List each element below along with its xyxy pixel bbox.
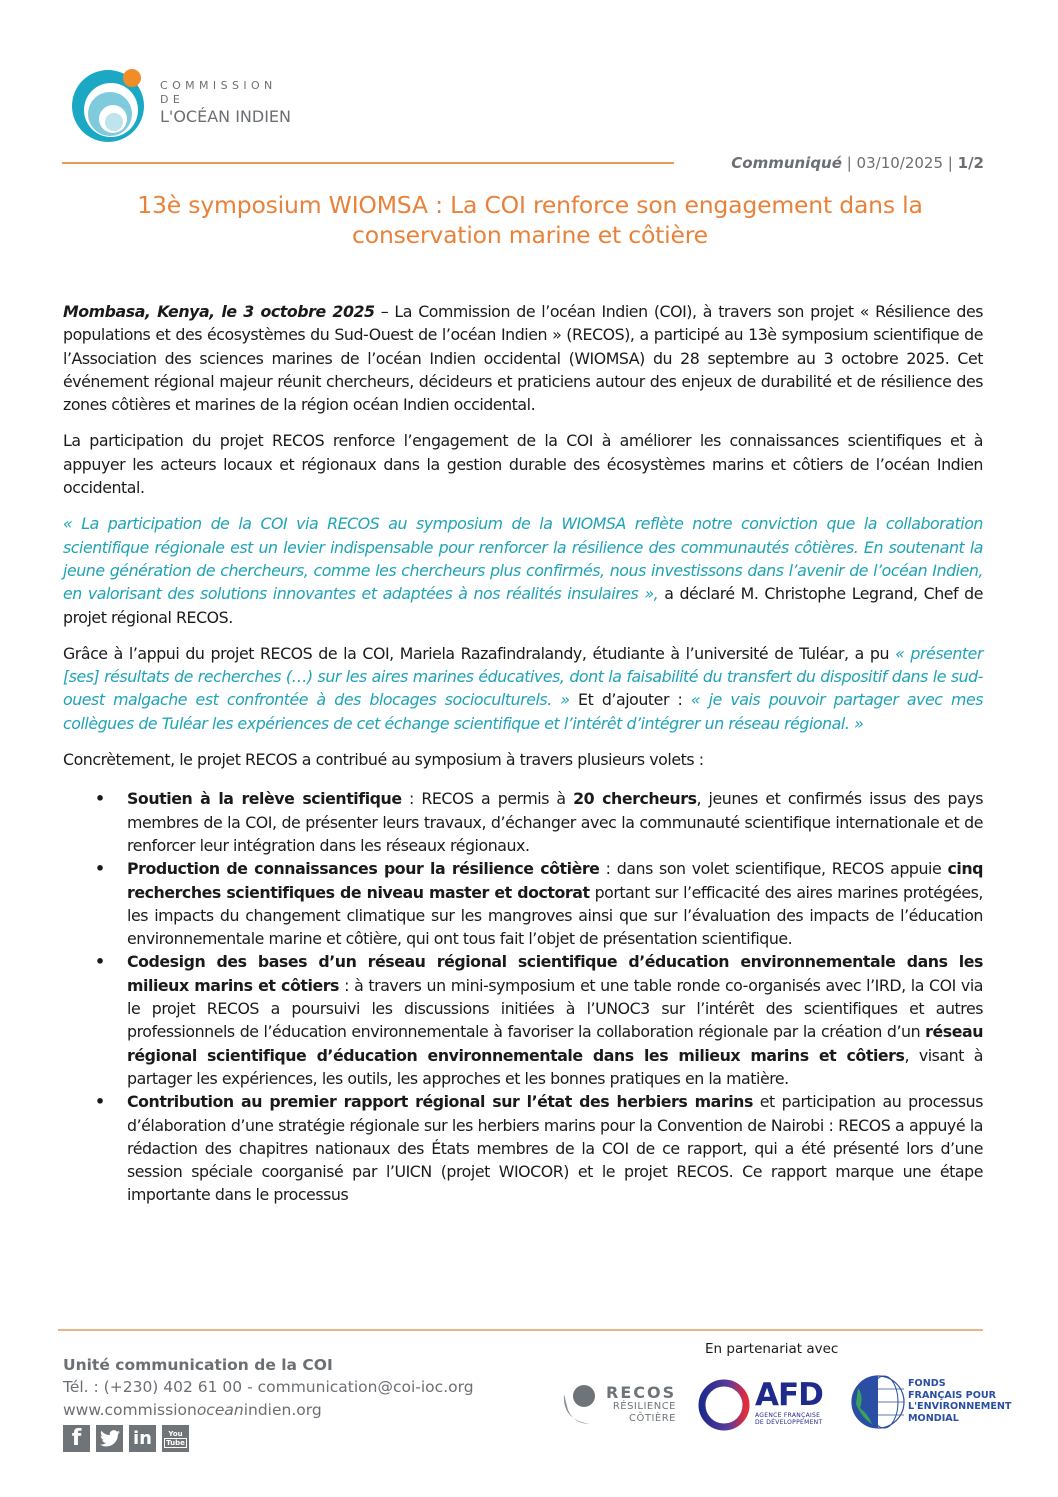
facebook-icon[interactable]: f (63, 1425, 90, 1452)
contact-unit: Unité communication de la COI (63, 1356, 333, 1374)
header-divider (62, 162, 674, 164)
coi-logo (68, 60, 308, 146)
svg-text:M: M (871, 1415, 879, 1425)
list-item: • Soutien à la relève scientifique : RECOS a permis à 20 chercheurs, jeunes et confirmés issus des pays membres de la COI, de présenter leurs travaux, d’échanger avec la communauté scientifique internationale et de renforcer leur intégration dans les réseaux régionaux. (95, 789, 983, 855)
recos-logo: RECOS RÉSILIENCE CÔTIÈRE (560, 1376, 680, 1436)
logo-line2: L'OCÉAN INDIEN (160, 107, 291, 126)
page-number: 1/2 (957, 154, 984, 172)
paragraph-quote: « La participation de la COI via RECOS au symposium de la WIOMSA reflète notre conviction que la collaboration scientifique régionale est un levier indispensable pour renforcer la résilience des communautés côtières. En soutenant la jeune génération de chercheurs, comme les chercheurs plus confirmés, nous investissons dans l’avenir de l’océan Indien, en valorisant des solutions innovantes et adaptées à nos réalités insulaires », a déclaré M. Christophe Legrand, Chef de projet régional RECOS. (63, 514, 983, 627)
document-type: Communiqué (731, 154, 842, 172)
paragraph-razafindralandy: Grâce à l’appui du projet RECOS de la COI, Mariela Razafindralandy, étudiante à l’université de Tuléar, a pu « présenter [ses] résultats de recherches (…) sur les aires marines éducatives, dont la faisabilité du transfert du dispositif dans le sud-ouest malgache est confrontée à des blocages socioculturels. » Et d’ajouter : « je vais pouvoir partager avec mes collègues de Tuléar les expériences de cet échange scientifique et l’intérêt d’intégrer un réseau régional. » (63, 643, 983, 733)
coi-logo-mark-icon (68, 62, 150, 144)
ffem-globe-icon (850, 1374, 906, 1430)
page-title (60, 190, 1000, 250)
quote-2: « je vais pouvoir partager avec mes collègues de Tuléar les expériences de cet échange scientifique et l’intérêt d’intégrer un réseau régional. » (63, 690, 983, 733)
article-body (63, 300, 983, 1207)
website-link[interactable]: www.commissionoceanindien.org (63, 1401, 322, 1419)
list-item: • Codesign des bases d’un réseau régional scientifique d’éducation environnementale dans les milieux marins et côtiers : à travers un mini-symposium et une table ronde co-organisés avec l’IRD, la COI via le projet RECOS a poursuivi les discussions initiées à l’UNOC3 sur l’intérêt des scientifiques et autres professionnels de l’éducation environnementale à favoriser la collaboration régionale par la création d’un réseau régional scientifique d’éducation environnementale dans les milieux marins et côtiers, visant à partager les expériences, les outils, les approches et les bonnes pratiques en la matière. (95, 952, 983, 1088)
svg-text:F: F (871, 1393, 877, 1403)
contact-phone-email[interactable]: Tél. : (+230) 402 61 00 - communication@coi-ioc.org (63, 1378, 474, 1396)
ffem-logo: F F E M FONDS FRANÇAIS POUR L'ENVIRONNEMENT MONDIAL (850, 1372, 1020, 1432)
logo-line1: COMMISSION DE (160, 79, 277, 106)
title-line2: conservation marine et côtière (352, 221, 708, 249)
dateline: Mombasa, Kenya, le 3 octobre 2025 (63, 302, 375, 321)
quote-1: « présenter [ses] résultats de recherches (…) sur les aires marines éducatives, dont la faisabilité du transfert du dispositif dans le sud-ouest malgache est confrontée à des blocages socioculturels. » (63, 643, 983, 710)
paragraph-volets: Concrètement, le projet RECOS a contribué au symposium à travers plusieurs volets : (63, 750, 704, 770)
contributions-list (95, 787, 983, 1206)
bullet-icon: • (95, 859, 105, 879)
separator: | (846, 154, 852, 172)
twitter-icon[interactable] (96, 1425, 123, 1452)
document-date: 03/10/2025 (856, 154, 944, 172)
afd-logo: AFD AGENCE FRANÇAISE DE DÉVELOPPEMENT (697, 1376, 827, 1436)
bullet-icon: • (95, 952, 105, 972)
separator: | (947, 154, 953, 172)
afd-ring-icon (697, 1378, 751, 1432)
svg-text:E: E (871, 1404, 877, 1414)
paragraph-2: La participation du projet RECOS renforce l’engagement de la COI à améliorer les connaissances scientifiques et à appuyer les acteurs locaux et régionaux dans la gestion durable des écosystèmes marins et côtiers de l’océan Indien occidental. (63, 431, 983, 498)
youtube-icon[interactable]: You Tube (162, 1425, 189, 1452)
bullet-icon: • (95, 1092, 105, 1112)
quote-legrand: « La participation de la COI via RECOS au symposium de la WIOMSA reflète notre conviction que la collaboration scientifique régionale est un levier indispensable pour renforcer la résilience des communautés côtières. En soutenant la jeune génération de chercheurs, comme les chercheurs plus confirmés, nous investissons dans l’avenir de l’océan Indien, en valorisant des solutions innovantes et adaptées à nos réalités insulaires », (63, 514, 983, 604)
svg-text:F: F (871, 1382, 877, 1392)
linkedin-icon[interactable]: in (129, 1425, 156, 1452)
partner-label: En partenariat avec (705, 1341, 839, 1357)
social-links (63, 1425, 474, 1452)
document-meta (731, 154, 984, 172)
list-item: • Production de connaissances pour la résilience côtière : dans son volet scientifique, RECOS appuie cinq recherches scientifiques de niveau master et doctorat portant sur l’efficacité des aires marines protégées, les impacts du changement climatique sur les mangroves ainsi que sur l’évaluation des impacts de l’éducation environnementale marine et côtière, qui ont tous fait l’objet de présentation scientifique. (95, 859, 983, 949)
paragraph-intro: Mombasa, Kenya, le 3 octobre 2025 – La Commission de l’océan Indien (COI), à travers son projet « Résilience des populations et des écosystèmes du Sud-Ouest de l’océan Indien » (RECOS), a participé au 13è symposium scientifique de l’Association des sciences marines de l’océan Indien occidental (WIOMSA) du 28 septembre au 3 octobre 2025. Cet événement régional majeur réunit chercheurs, décideurs et praticiens autour des enjeux de durabilité et de résilience des zones côtières et marines de la région océan Indien occidental. (63, 302, 983, 415)
footer-divider (58, 1329, 983, 1331)
bullet-icon: • (95, 789, 105, 809)
contact-block (63, 1354, 474, 1452)
title-line1: 13è symposium WIOMSA : La COI renforce son engagement dans la (137, 191, 923, 219)
partner-logos (560, 1376, 1020, 1436)
list-item: • Contribution au premier rapport régional sur l’état des herbiers marins et participation au processus d’élaboration d’une stratégie régionale sur les herbiers marins pour la Convention de Nairobi : RECOS a appuyé la rédaction des chapitres nationaux des États membres de la COI de ce rapport, qui a été présenté lors d’une session spéciale coorganisé par l’UICN (projet WIOCOR) et le projet RECOS. Ce rapport marque une étape importante dans le processus (95, 1092, 983, 1205)
recos-mark-icon (560, 1380, 606, 1430)
